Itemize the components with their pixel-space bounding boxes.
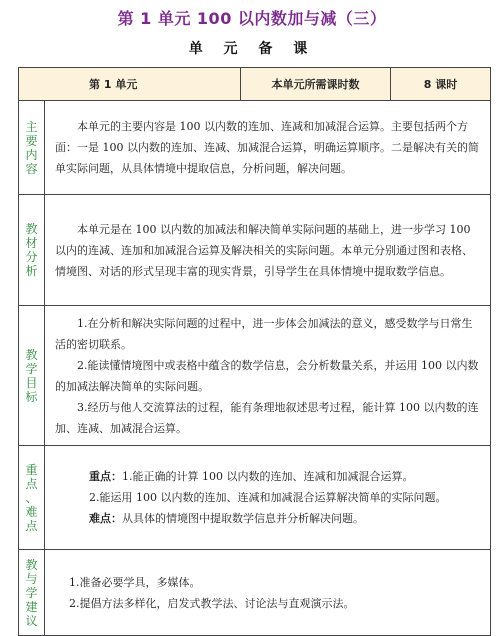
section-label: 教 与 学 建 议 [19, 550, 45, 636]
unit-plan-table [18, 67, 491, 636]
section-content: 1.在分析和解决实际问题的过程中，进一步体会加减法的意义，感受数学与日常生活的密切联系。 2.能读懂情境图中或表格中蕴含的数学信息，会分析数量关系，并运用 100 以内数的加减法解决简单的实际问题。 3.经历与他人交流算法的过程，能有条理地叙述思考过程，能计算 100 以内数的连加、连减、加减混合运算。 [45, 306, 491, 446]
section-content: 1.准备必要学具，多媒体。 2.提倡方法多样化，启发式教学法、讨论法与直观演示法。 [45, 550, 491, 636]
section-content: 重点：1.能正确的计算 100 以内数的连加、连减和加减混合运算。 2.能运用 100 以内数的连加、连减和加减混合运算解决简单的实际问题。 难点：从具体的情境图中提取数学信息并分析解决问题。 [45, 446, 491, 550]
section-main-content [19, 101, 491, 195]
key-point-label: 重点： [89, 470, 122, 483]
section-teaching-goals [19, 306, 491, 446]
section-key-difficult [19, 446, 491, 550]
section-label: 主 要 内 容 [19, 101, 45, 195]
section-content: 本单元的主要内容是 100 以内数的连加、连减和加减混合运算。主要包括两个方面：一是 100 以内数的连加、连减、加减混合运算，明确运算顺序。二是解决有关的简单实际问题，从具体情境中提取信息，分析问题，解决问题。 [45, 101, 491, 195]
section-label: 教 材 分 析 [19, 195, 45, 306]
section-suggestions [19, 550, 491, 636]
section-label: 重 点 、 难 点 [19, 446, 45, 550]
section-content: 本单元是在 100 以内数的加减法和解决简单实际问题的基础上，进一步学习 100 以内的连减、连加和加减混合运算及解决相关的实际问题。本单元分别通过图和表格、情境图、对话的形式呈现丰富的现实背景，引导学生在具体情境中提取数学信息。 [45, 195, 491, 306]
unit-number-cell: 第 1 单元 [19, 68, 241, 101]
hours-value-cell: 8 课时 [391, 68, 491, 101]
section-material-analysis [19, 195, 491, 306]
difficult-point-label: 难点： [89, 512, 122, 525]
section-label: 教 学 目 标 [19, 306, 45, 446]
page-subtitle: 单 元 备 课 [188, 41, 316, 57]
hours-label-cell: 本单元所需课时数 [241, 68, 391, 101]
table-header-row [19, 68, 491, 101]
page-title: 第 1 单元 100 以内数加与减（三） [117, 9, 387, 28]
